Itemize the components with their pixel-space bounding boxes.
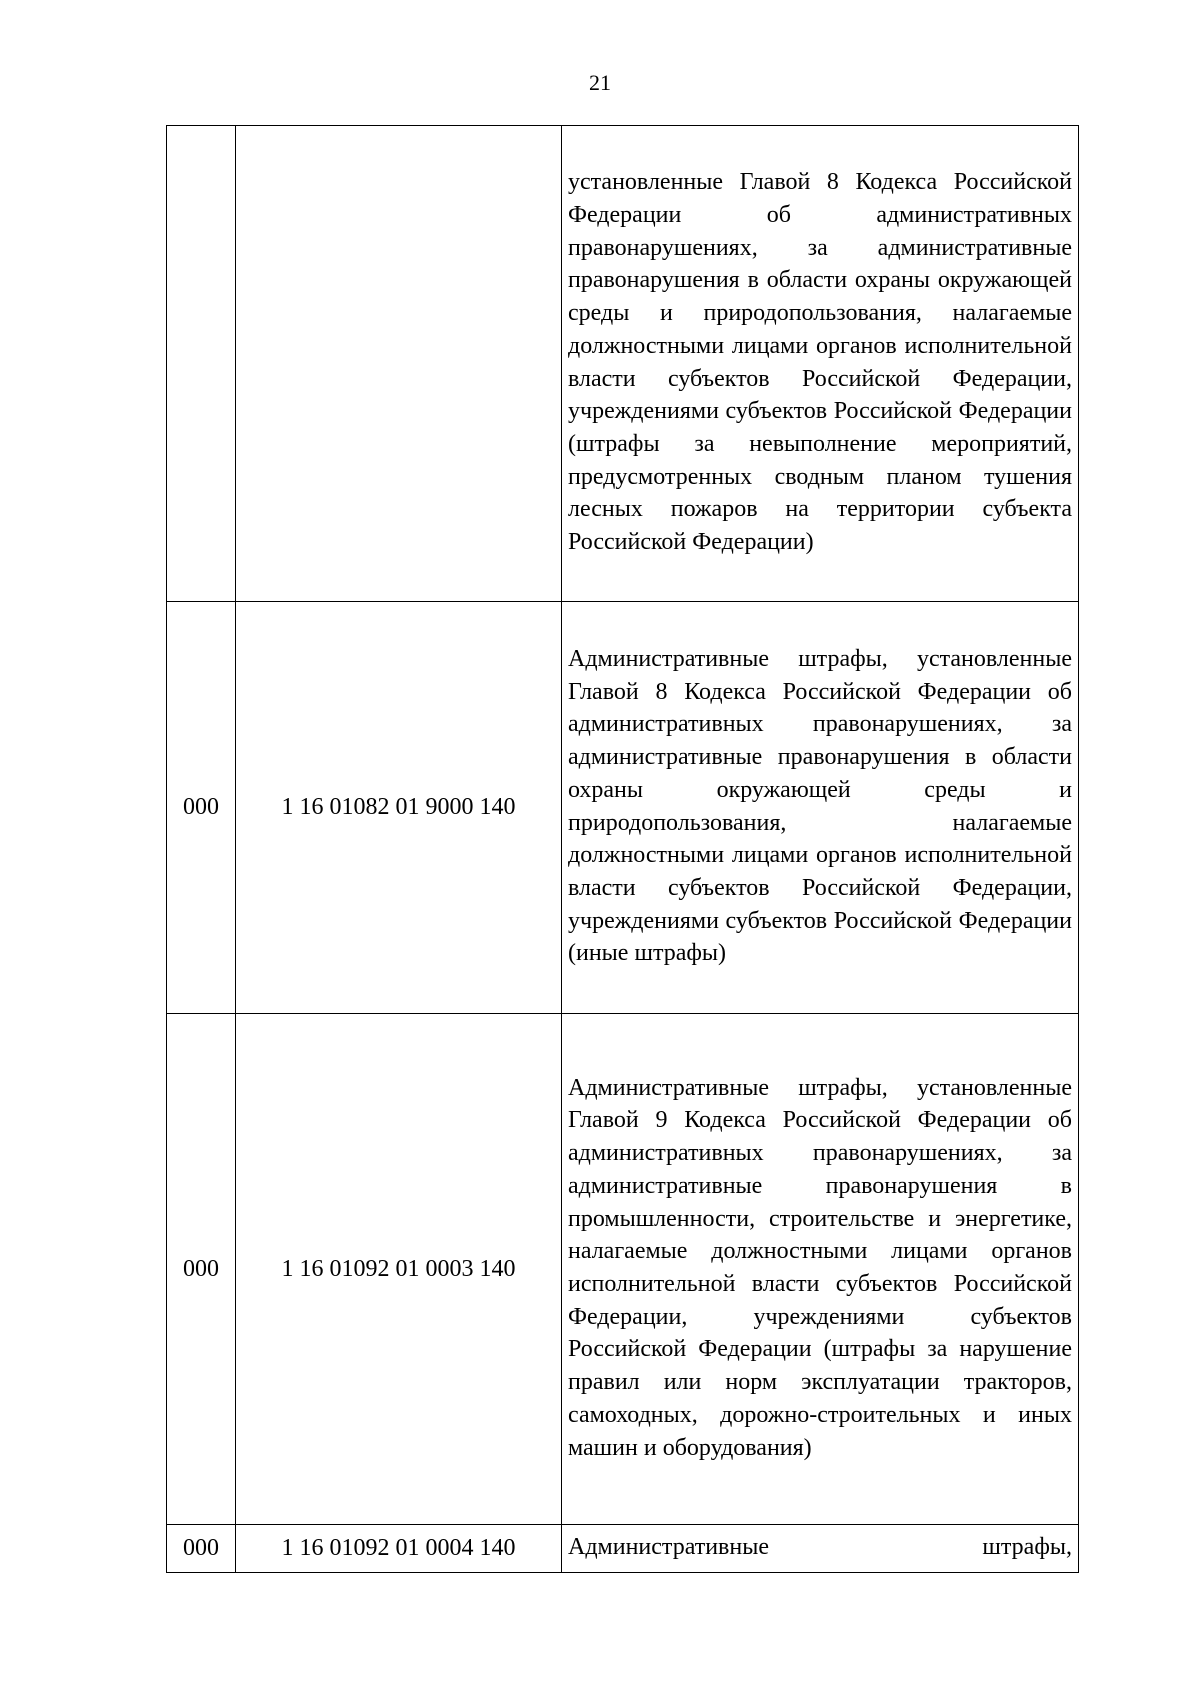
table-row bbox=[167, 1014, 1079, 1525]
table-row bbox=[167, 1525, 1079, 1573]
admin-code-cell: 000 bbox=[167, 602, 236, 1014]
description-cell: Административные штрафы, bbox=[562, 1525, 1079, 1573]
kbk-code-cell: 1 16 01092 01 0004 140 bbox=[236, 1525, 562, 1573]
description-cell: установленные Главой 8 Кодекса Российской Федерации об административных правонарушениях, за административные правонарушения в области охраны окружающей среды и природопользования, налагаемые должностными лицами органов исполнительной власти субъектов Российской Федерации, учреждениями субъектов Российской Федерации (штрафы за невыполнение мероприятий, предусмотренных сводным планом тушения лесных пожаров на территории субъекта Российской Федерации) bbox=[562, 126, 1079, 602]
page-number: 21 bbox=[589, 70, 611, 95]
table-row bbox=[167, 126, 1079, 602]
admin-code-cell: 000 bbox=[167, 1525, 236, 1573]
description-cell: Административные штрафы, установленные Главой 9 Кодекса Российской Федерации об административных правонарушениях, за административные правонарушения в промышленности, строительстве и энергетике, налагаемые должностными лицами органов исполнительной власти субъектов Российской Федерации, учреждениями субъектов Российской Федерации (штрафы за нарушение правил или норм эксплуатации тракторов, самоходных, дорожно-строительных и иных машин и оборудования) bbox=[562, 1014, 1079, 1525]
description-cell: Административные штрафы, установленные Главой 8 Кодекса Российской Федерации об административных правонарушениях, за административные правонарушения в области охраны окружающей среды и природопользования, налагаемые должностными лицами органов исполнительной власти субъектов Российской Федерации, учреждениями субъектов Российской Федерации (иные штрафы) bbox=[562, 602, 1079, 1014]
budget-classification-table bbox=[166, 125, 1079, 1573]
table-row bbox=[167, 602, 1079, 1014]
kbk-code-cell: 1 16 01082 01 9000 140 bbox=[236, 602, 562, 1014]
kbk-code-cell bbox=[236, 126, 562, 602]
kbk-code-cell: 1 16 01092 01 0003 140 bbox=[236, 1014, 562, 1525]
admin-code-cell bbox=[167, 126, 236, 602]
admin-code-cell: 000 bbox=[167, 1014, 236, 1525]
